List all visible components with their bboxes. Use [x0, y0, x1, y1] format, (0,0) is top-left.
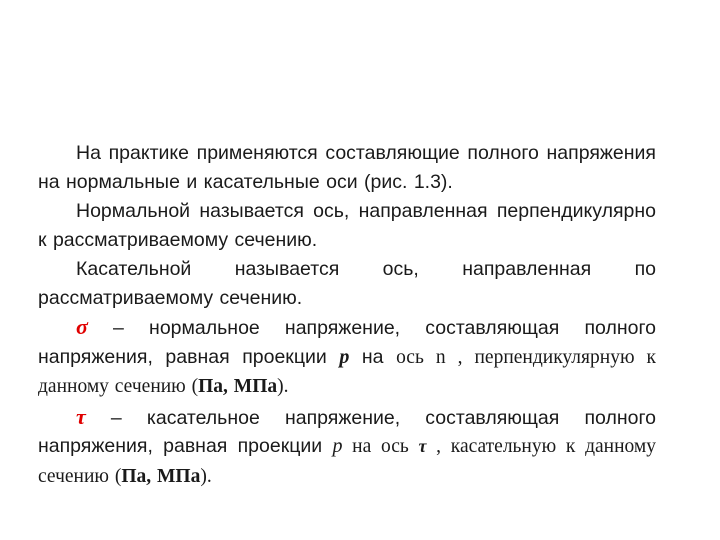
tau-text-on: на [342, 436, 381, 457]
sigma-symbol: σ [76, 314, 88, 339]
tau-text-axis: ось [380, 436, 419, 457]
tau-units: Па, МПа [121, 465, 201, 487]
sigma-text-on: на [349, 345, 397, 368]
sigma-end: ). [277, 376, 289, 397]
p-symbol: p [339, 345, 350, 368]
tau-end: ). [200, 465, 212, 487]
p-symbol-2: p [332, 435, 343, 457]
sigma-text-axis: ось n , перпендикулярную к данному сечению ( [38, 346, 656, 397]
text-body [38, 139, 656, 491]
tau-text: – касательное напряжение, составляющая полного напряжения, равная проекции [38, 406, 656, 457]
tau-text-tangent: , касательную к данному сечению ( [38, 436, 656, 487]
tau-symbol: τ [76, 403, 86, 429]
paragraph-normal-axis: Нормальной называется ось, направленная перпендикулярно к рассматриваемому сечению. [38, 200, 656, 251]
paragraph-tau [38, 403, 656, 492]
sigma-units: Па, МПа [198, 376, 278, 397]
paragraph-tangent-axis: Касательной называется ось, направленная по рассматриваемому сечению. [38, 258, 656, 309]
paragraph-components: На практике применяются составляющие полного напряжения на нормальные и касательные оси (рис. 1.3). [38, 142, 656, 193]
sigma-text: – нормальное напряжение, составляющая полного напряжения, равная проекции [38, 317, 656, 368]
paragraph-sigma [38, 313, 656, 402]
tau-inline-symbol: τ [418, 436, 427, 456]
